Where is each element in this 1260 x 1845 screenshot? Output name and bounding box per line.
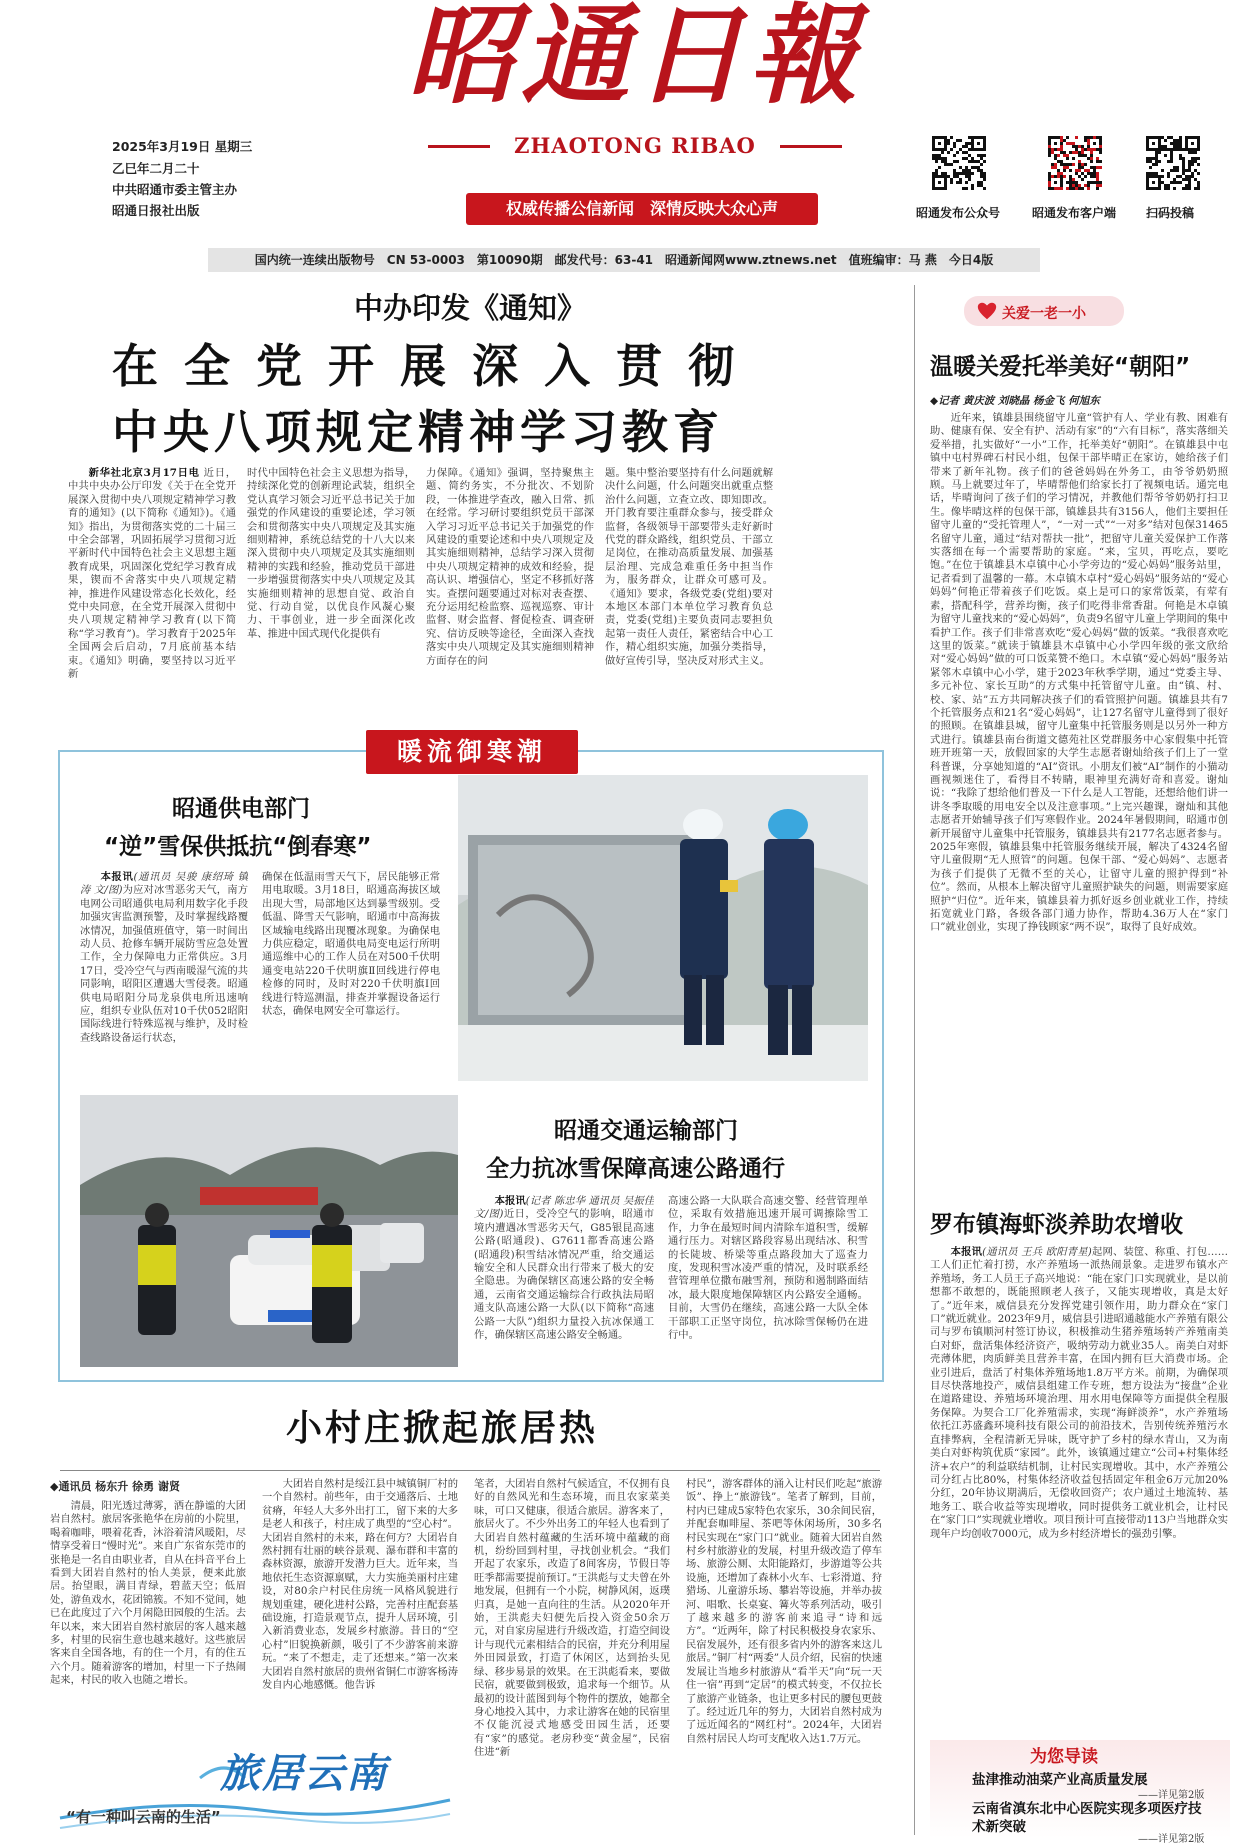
traffic-col-2-text: 高速公路一大队联合高速交警、经营管理单位，采取有效措施迅速开展可调擦除雪工作，力争在最短时间内清除车道积雪，缓解通行压力。对辖区路段容易出现结冰、积雪的长陡坡、桥梁等重点路段加大了巡查力度，发现积雪冰凌严重的情况，及时联系经营管理单位撒布融雪剂，预防和遏制路面结冰，最大限度地保障辖区内公路安全通畅。目前，大雪仍在继续，高速公路一大队全体干部职工正坚守岗位，抗冰除雪保畅仍在进行中。 bbox=[668, 1195, 868, 1342]
qr-code-official-account[interactable] bbox=[932, 136, 986, 190]
village-byline: ◆通讯员 杨东升 徐勇 谢贤 bbox=[50, 1480, 180, 1493]
traffic-byline-detail: (记者 陈忠华 通讯员 吴振佳 文/图) bbox=[474, 1195, 654, 1221]
travel-yunnan-logo bbox=[50, 1738, 454, 1838]
lead-col-4-text: 题。集中整治要坚持有什么问题就解决什么问题，什么问题突出就重点整治什么问题，立查立改、即知即改。开门教育要注重群众参与，接受群众监督，各级领导干部要带头走好新时代党的群众路线，组织党员、干部立足岗位，在推动高质量发展、加强基层治理、完成急难重任务中担当作为，服务群众，让群众可感可及。《通知》要求，各级党委(党组)要对本地区本部门本单位学习教育负总责，党委(党组)主要负责同志要担负起第一责任人责任，紧密结合中心工作，精心组织实施，加强分类指导，做好宣传引导，坚决反对形式主义。 bbox=[605, 467, 773, 667]
lunar-date: 乙巳年二月二十 bbox=[112, 161, 200, 176]
traffic-police-photo bbox=[80, 1095, 458, 1367]
lead-headline-line2: 中央八项规定精神学习教育 bbox=[112, 405, 724, 459]
qr-label-official-account: 昭通发布公众号 bbox=[916, 206, 1001, 220]
shrimp-story-title: 罗布镇海虾淡养助农增收 bbox=[930, 1212, 1183, 1238]
village-col-4 bbox=[686, 1478, 882, 1830]
traffic-byline: 本报讯 bbox=[494, 1195, 526, 1207]
lead-col-3-text: 力保障。《通知》强调，坚持聚焦主题、简约务实，不分批次、不划阶段，一体推进学查改，融入日常、抓在经常。学习研讨要组织党员干部深入学习习近平总书记关于加强党的作风建设的重要论述和中央八项规定及其实施细则精神，总结学习深入贯彻中央八项规定精神的成效和经验，提高认识、增强信心，坚定不移抓好落实。查摆问题要通过对标对表查摆、充分运用纪检监察、巡视巡察、审计监督、财会监督、督促检查、调查研究、信访反映等途径，全面深入查找落实中央八项规定及其实施细则精神方面存在的问 bbox=[426, 467, 594, 667]
village-title-underline bbox=[60, 1470, 880, 1471]
section-tag-care-label: 关爱一老一小 bbox=[1002, 306, 1086, 322]
traffic-col-2 bbox=[668, 1195, 868, 1373]
care-story-body-text: 近年来，镇雄县围绕留守儿童“管护有人、学业有教、困难有助、健康有保、安全有护、活动有家”的“六有目标”，落实落细关爱举措，扎实做好“一小”工作，托举美好“朝阳”。在镇雄县中屯镇中屯村界碑石村民小组，包保干部毕晴正在家访，她给孩子们带来了新年礼物。孩子们的爸爸妈妈在外务工，由爷爷奶奶照顾。马上就要过年了，毕晴帮他们给家长打了视频电话。通完电话，毕晴询问了孩子们的学习情况，并教他们帮爷爷奶奶打扫卫生。像毕晴这样的包保干部，镇雄县共有3156人，他们主要担任留守儿童的“受托管理人”，“一对一式”“一对多”结对包保31465名留守儿童，通过“结对帮扶一批”，把留守儿童关爱保护工作落实落细在每一个需要帮助的家庭。“来，宝贝，再吃点，要吃饱。”在位于镇雄县木卓镇中心小学旁边的“爱心妈妈”服务站里，记者看到了温馨的一幕。木卓镇木卓村“爱心妈妈”服务站的“爱心妈妈”何艳正带着孩子们吃饭。桌上是可口的家常饭菜，有荤有素，搭配科学，营养均衡，孩子们吃得非常香甜。何艳是木卓镇为留守儿童找来的“爱心妈妈”，负责9名留守儿童上学期间的集中看护工作。孩子们非常喜欢吃“爱心妈妈”做的饭菜。“我很喜欢吃这里的饭菜。”就读于镇雄县木卓镇中心小学四年级的张文欣给对“爱心妈妈”做的可口饭菜赞不绝口。木卓镇“爱心妈妈”服务站紧邻木卓镇中心小学，建于2023年秋季学期，通过“党委主导、多元补位、家长互助”的方式集中托管留守儿童。由“镇、村、校、家、站”五方共同解决孩子们的看管照护问题。镇雄县共有7个托管服务点和21名“爱心妈妈”，让127名留守儿童得到了很好的照顾。在镇雄县城，留守儿童集中托管服务则是以另外一种方式进行。镇雄县南台街道文德苑社区党群服务中心家假集中托管班开班第一天，放假回家的大学生志愿者谢灿给孩子们上了一堂科普课，分享她知道的“AI”资讯。小朋友们被“AI”制作的小猫动画视频迷住了，看得目不转睛，眼神里充满好奇和喜爱。谢灿说：“我除了想给他们普及一下什么是人工智能，还想给他们讲一讲冬季取暖的用电安全以及注意事项。”上完兴趣课，谢灿和其他志愿者开始辅导孩子们写寒假作业。2024年暑假期间，昭通市创新开展留守儿童集中托管服务，镇雄县共有2177名志愿者参与。2025年寒假，镇雄县集中托管服务继续开展，解决了4324名留守儿童假期“无人照管”的问题。包保干部、“爱心妈妈”、志愿者为孩子们提供了无微不至的关心，让留守儿童的照护得到“补位”。然而，从根本上解决留守儿童照护缺失的问题，则需要家庭照护“归位”。近年来，镇雄县着力抓好返乡创业就业工作，持续拓宽就业门路，各级各部门通力协作，帮助4.36万人在“家门口”就业创业，实现了挣钱顾家“两不误”，取得了良好成效。 bbox=[930, 412, 1228, 934]
section-banner-cold-wave: 暖流御寒潮 bbox=[366, 730, 578, 774]
village-col-3 bbox=[474, 1478, 670, 1830]
power-workers-photo bbox=[458, 775, 868, 1081]
pinyin-rule-left bbox=[428, 145, 490, 148]
lead-col-4 bbox=[605, 467, 773, 705]
traffic-story-title-1: 昭通交通运输部门 bbox=[554, 1118, 738, 1144]
village-col-1 bbox=[50, 1500, 246, 1732]
village-col-3-text: 笔者，大团岩自然村气候适宜，不仅拥有良好的自然风光和生态环境，而且农家菜美味，可口又健康，很适合旅居。游客来了，旅居火了。不少外出务工的年轻人也看到了大团岩自然村蕴藏的生活环境中蕴藏的商机，纷纷回到村里，寻找创业机会。“我们开起了农家乐，改造了8间客房，节假日等旺季都需要提前预订。”王洪彪与丈夫曾在外地发展，但拥有一个小院，树静风闲，返璞归真，是她一直向往的生活。从2020年开始，王洪彪夫妇便先后投入资金50余万元，对自家房屋进行升级改造，打造空间设计与现代元素相结合的民宿，并充分利用屋外田园景致，打造了休闲区，达到抬头见绿、移步易景的效果。在王洪彪看来，要做民宿，就要做到极致，追求每一个细节。从最初的设计蓝图到每个物件的摆放，她都全身心地投入其中，力求让游客在她的民宿里不仅能沉浸式地感受田园生活，还要有“家”的感觉。老房秒变“黄金屋”，民宿住进“新 bbox=[474, 1478, 670, 1759]
traffic-col-1 bbox=[474, 1195, 654, 1373]
shrimp-byline: 本报讯 bbox=[950, 1246, 983, 1258]
power-col-1-text: 为应对冰雪恶劣天气，南方电网公司昭通供电局利用数字化手段加强灾害监测预警，及时掌握线路覆冰情况，加强值班值守，第一时间出动人员、抢修车辆开展防雪应急处置工作，全力保障电力正常供应。3月17日，受冷空气与西南暖湿气流的共同影响，昭阳区遭遇大雪侵袭。昭通供电局昭阳分局龙泉供电所迅速响应，组织专业队伍对10千伏052昭阳国际线进行特殊巡视与维护，及时检查线路设备运行状态， bbox=[80, 884, 248, 1044]
travel-yunnan-tagline: “有一种叫云南的生活” bbox=[66, 1808, 221, 1826]
care-story-title: 温暖关爱托举美好“朝阳” bbox=[930, 354, 1191, 380]
travel-yunnan-title: 旅居云南 bbox=[220, 1750, 388, 1797]
masthead-pinyin: ZHAOTONG RIBAO bbox=[514, 133, 756, 158]
qr-label-client-app: 昭通发布客户端 bbox=[1032, 206, 1117, 220]
power-story-title-1: 昭通供电部门 bbox=[172, 796, 310, 822]
village-col-1-text: 清晨，阳光透过薄雾，洒在静谧的大团岩自然村。旅居客张艳华在房前的小院里，喝着咖啡，喂着花香，沐浴着清风暖阳，尽情享受着日“慢时光”。来自广东省东莞市的张艳是一名自由职业者，自从在抖音平台上看到大团岩自然村的怡人美景，便来此旅居。抬望眼，满目青绿，碧蓝天空；低眉处，游鱼戏水，花团锦簇。不知不觉间，她已在此度过了六个月闲隐田园般的生活。去年以来，来大团岩自然村旅居的客人越来越多，村里的民宿生意也越来越好。这些旅居客来自全国各地，有的住一个月，有的住五六个月。随着游客的增加，村里一下子热闹起来，村民的收入也随之增长。 bbox=[50, 1500, 246, 1687]
power-byline-detail: (通讯员 吴骏 康绍琦 镇涛 文/图) bbox=[80, 871, 248, 897]
lead-kicker: 中办印发《通知》 bbox=[354, 291, 587, 325]
qr-code-submission[interactable] bbox=[1146, 136, 1200, 190]
pinyin-rule-right bbox=[780, 145, 842, 148]
traffic-col-1-text: 近日，受冷空气的影响，昭通市境内遭遇冰雪恶劣天气，G85银昆高速公路(昭通段)、G7611都香高速公路(昭通段)积雪结冰情况严重，给交通运输安全和人民群众出行带来了极大的安全隐患。为确保辖区高速公路的安全畅通，云南省交通运输综合行政执法局昭通支队高速公路一大队(以下简称“高速公路一大队”)组织力量投入抗冰保通工作，确保辖区高速公路安全畅通。 bbox=[474, 1208, 654, 1342]
lead-headline-line1: 在 全 党 开 展 深 入 贯 彻 bbox=[112, 339, 740, 393]
guide-see-1: ——详见第2版 bbox=[1138, 1790, 1205, 1801]
power-byline: 本报讯 bbox=[100, 871, 134, 883]
power-story-title-2: “逆”雪保供抵抗“倒春寒” bbox=[104, 834, 372, 860]
guide-item-1[interactable]: 盐津推动油菜产业高质量发展 bbox=[972, 1772, 1148, 1788]
qr-code-client-app[interactable] bbox=[1048, 136, 1102, 190]
shrimp-byline-detail: (通讯员 王兵 欧阳青星) bbox=[982, 1246, 1092, 1258]
issue-date: 2025年3月19日 星期三 bbox=[112, 139, 253, 154]
care-story-body bbox=[930, 412, 1228, 1176]
power-col-2 bbox=[262, 871, 440, 1097]
heart-icon bbox=[976, 300, 998, 322]
lead-dateline: 新华社北京3月17日电 bbox=[88, 467, 200, 479]
guide-see-2: ——详见第2版 bbox=[1138, 1834, 1205, 1845]
lead-col-2 bbox=[247, 467, 415, 705]
lead-col-1 bbox=[68, 467, 236, 705]
care-story-byline: ◆记者 黄庆波 刘晓晶 杨金飞 何旭东 bbox=[930, 395, 1100, 407]
right-column-divider bbox=[914, 285, 915, 1835]
power-col-1 bbox=[80, 871, 248, 1097]
shrimp-story-text: 起网、装筐、称重、打包……工人们正忙着打捞，水产养殖场一派热闹景象。走进罗布镇水产养殖场，务工人员王子高兴地说：“能在家门口实现就业，是以前想都不敢想的，既能照顾老人孩子，又能实现增收，真是太好了。”近年来，威信县充分发挥党建引领作用，助力群众在“家门口”就近就业。2023年9月，威信县引进昭通越能水产养殖有限公司与罗布镇顺河村签订协议，积极推动生猪养殖场转产养殖南美白对虾，盘活集体经济资产，吸纳劳动力就业35人。南美白对虾壳薄体肥，肉质鲜美且营养丰富，在国内拥有巨大消费市场。企业引进后，盘活了村集体养殖场地1.8万平方米。前期，为确保项目尽快落地投产，威信县组建工作专班，想方设法为“接盘”企业在道路建设、养殖场环境治理、用水用电保障等方面提供全程服务保障。为契合工厂化养殖需求，实现“海鲜淡养”，水产养殖场依托江苏盛鑫环境科技有限公司的前沿技术，告别传统养殖污水直排弊病，全程清新无异味，既守护了乡村的绿水青山，又为南美白对虾构筑优质“家园”。此外，该镇通过建立“公司+村集体经济+农户”的利益联结机制，让村民实现增收。其中，水产养殖公司分红占比80%，村集体经济收益包括固定年租金6万元加20%分红，20年协议期满后，无偿收回资产；农户通过土地流转、基地务工、联合收益等实现增收，同时提供务工就业机会，让村民在“家门口”实现就业增收。项目预计可直接带动113户当地群众实现年户均创收7000元，成为乡村经济增长的强劲引擎。 bbox=[930, 1246, 1228, 1540]
publisher: 昭通日报社出版 bbox=[112, 203, 200, 218]
guide-item-2[interactable]: 云南省滇东北中心医院实现多项医疗技术新突破 bbox=[972, 1801, 1202, 1835]
masthead bbox=[0, 0, 1260, 220]
shrimp-story-body bbox=[930, 1246, 1228, 1734]
village-col-2-text: 大团岩自然村是绥江县中城镇铜厂村的一个自然村。前些年，由于交通落后、土地贫瘠，年轻人大多外出打工，留下来的大多是老人和孩子，村庄成了典型的“空心村”。大团岩自然村的未来，路在何方？大团岩自然村拥有壮丽的峡谷景观、瀑布群和丰富的森林资源，旅游开发潜力巨大。近年来，当地依托生态资源禀赋，大力实施美丽村庄建设，对80余户村民住房统一风格风貌进行规划重建，硬化进村公路，完善村庄配套基础设施，打造景观节点，提升人居环境，引入新消费业态，发展乡村旅游。昔日的“空心村”旧貌换新颜，吸引了不少游客前来游玩。“来了不想走，走了还想来。”第一次来大团岩自然村旅居的贵州省铜仁市游客杨涛发自内心地感慨。他告诉 bbox=[262, 1478, 458, 1692]
village-col-2 bbox=[262, 1478, 458, 1768]
slogan-bar: 权威传播公信新闻 深情反映大众心声 bbox=[466, 193, 818, 225]
power-col-2-text: 确保在低温雨雪天气下，居民能够正常用电取暖。3月18日，昭通高海拔区域出现大雪，局部地区达到暴雪级别。受低温、降雪天气影响，昭通市中高海拔区域输电线路出现覆冰现象。为确保电力供应稳定，昭通供电局变电运行所明通巡维中心的工作人员在对500千伏明通变电站220千伏明旗Ⅱ回线进行停电检修的同时，及时对220千伏明旗Ⅰ回线进行特巡测温，排查并掌握设备运行状态，确保电网安全可靠运行。 bbox=[262, 871, 440, 1018]
traffic-story-title-2: 全力抗冰雪保障高速公路通行 bbox=[486, 1156, 785, 1182]
qr-label-submission: 扫码投稿 bbox=[1146, 206, 1195, 220]
masthead-title: 昭通日報 bbox=[406, 0, 863, 119]
publication-info-bar: 国内统一连续出版物号 CN 53-0003 第10090期 邮发代号：63-41 昭通新闻网www.ztnews.net 值班编审：马 燕 今日4版 bbox=[208, 248, 1040, 272]
guide-label: 为您导读 bbox=[1030, 1747, 1098, 1767]
village-story-title: 小村庄掀起旅居热 bbox=[286, 1408, 599, 1449]
village-col-4-text: 村民”，游客群体的涌入让村民们吃起“旅游饭”、挣上“旅游钱”。笔者了解到，目前，村内已建成5家特色农家乐，30余间民宿，并配套咖啡屋、茶吧等休闲场所，30多名村民实现在“家门口”就业。随着大团岩自然村乡村旅游业的发展，村里升级改造了停车场、旅游公厕、太阳能路灯，步游道等公共设施，还增加了森林小火车、七彩滑道、狩猎场、儿童游乐场、攀岩等设施，并举办拔河、唱歌、长桌宴、篝火等系列活动，吸引了越来越多的游客前来追寻“诗和远方”。“近两年，除了村民积极投身农家乐、民宿发展外，还有很多省内外的游客来这儿旅居。”铜厂村“两委”人员介绍，民宿的快速发展让当地乡村旅游从“看半天”向“玩一天住一宿”再到“定居”的模式转变，不仅拉长了旅游产业链条，也让更多村民的腰包更鼓了。经过近几年的努力，大团岩自然村成为了远近闻名的“网红村”。2024年，大团岩自然村居民人均可支配收入达1.7万元。 bbox=[686, 1478, 882, 1745]
sponsor: 中共昭通市委主管主办 bbox=[112, 182, 238, 197]
lead-col-2-text: 时代中国特色社会主义思想为指导，持续深化党的创新理论武装，组织全党认真学习领会习近平总书记关于加强党的作风建设的重要论述，学习领会和贯彻落实中央八项规定及其实施细则精神，系统总结党的十八大以来深入贯彻中央八项规定及其实施细则精神的实践和经验，推动党员干部进一步增强贯彻落实中央八项规定及其实施细则精神的思想自觉、政治自觉、行动自觉，以优良作风凝心聚力、干事创业，进一步全面深化改革、推进中国式现代化提供有 bbox=[247, 467, 415, 640]
lead-col-3 bbox=[426, 467, 594, 705]
lead-col-1-text: 近日，中共中央办公厅印发《关于在全党开展深入贯彻中央八项规定精神学习教育的通知》(以下简称《通知》)。《通知》指出，为贯彻落实党的二十届三中全会部署，巩固拓展学习贯彻习近平新时代中国特色社会主义思想主题教育成果，巩固深化党纪学习教育成果，锲而不舍落实中央八项规定精神，推进作风建设常态化长效化，经党中央同意，在全党开展深入贯彻中央八项规定精神学习教育(以下简称“学习教育”)。学习教育于2025年全国两会后启动，7月底前基本结束。《通知》明确，要坚持以习近平新 bbox=[68, 467, 236, 681]
